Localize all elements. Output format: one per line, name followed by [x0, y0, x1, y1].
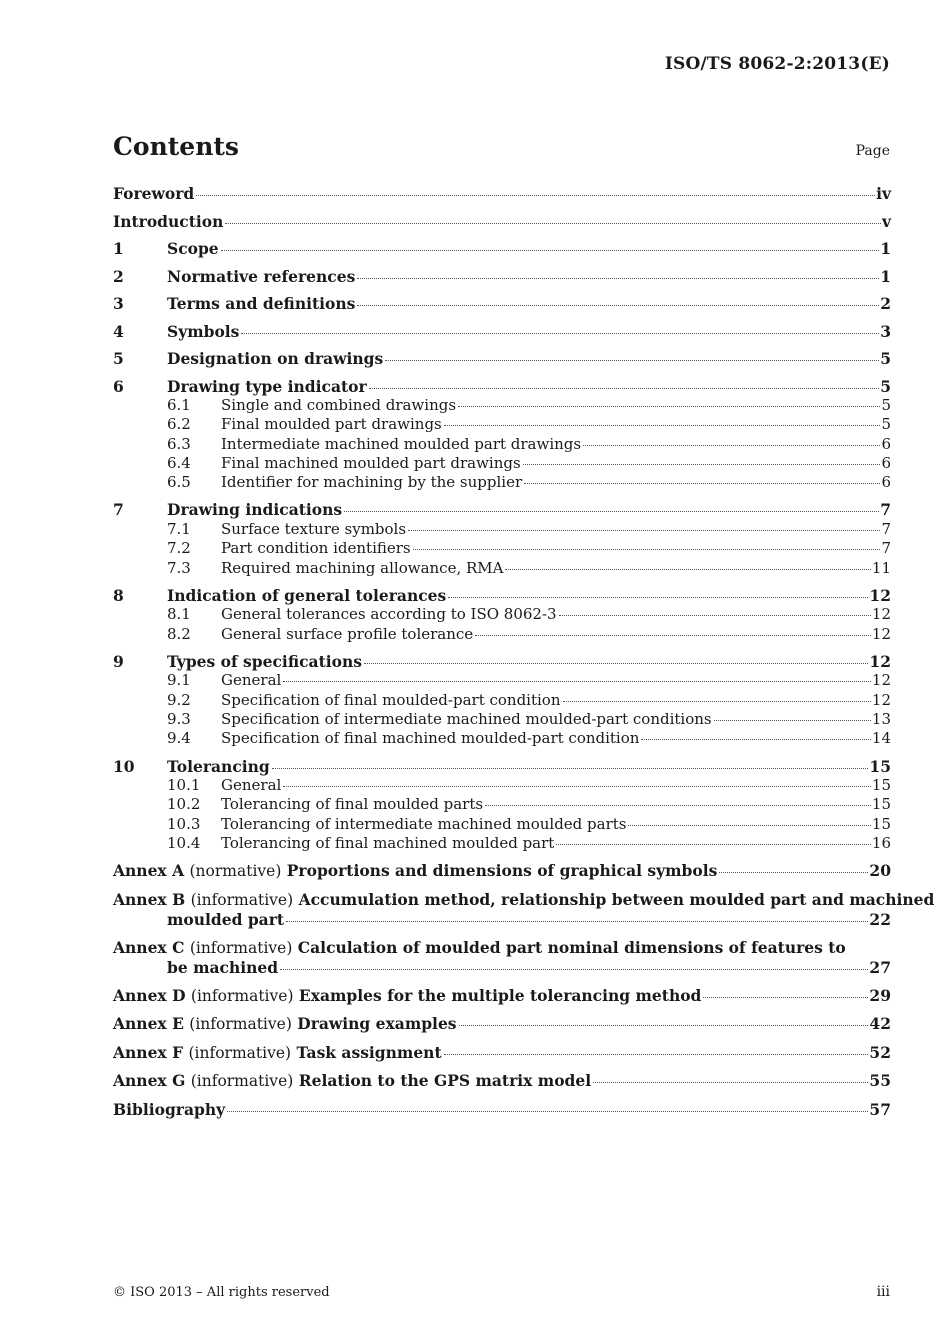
page-number: 27: [869, 958, 891, 978]
page-number: 1: [880, 239, 891, 258]
annex-entry[interactable]: [113, 1043, 891, 1064]
subsection-number: 7.3: [167, 558, 191, 577]
toc-subline[interactable]: [167, 776, 891, 795]
page-number: 7: [881, 539, 891, 558]
subsection-number: 10.2: [167, 795, 201, 814]
subsection-number: 10.4: [167, 834, 201, 853]
annex-title: Accumulation method, relationship between moulded part and machined: [298, 889, 935, 909]
subsection-number: 6.3: [167, 434, 191, 453]
page-number: 7: [880, 500, 891, 520]
page-number: 22: [869, 910, 891, 930]
subsection-title: Intermediate machined moulded part drawings: [221, 434, 582, 453]
subsection-number: 8.1: [167, 605, 191, 624]
subsection-title: Required machining allowance, RMA: [221, 558, 504, 577]
page-number: 5: [881, 415, 891, 434]
dot-leader: [283, 681, 871, 682]
dot-leader: [523, 464, 881, 465]
annex-entry[interactable]: [113, 1071, 891, 1092]
dot-leader: [703, 997, 868, 998]
section-number: 1: [113, 239, 124, 258]
toc-subline[interactable]: [167, 625, 891, 644]
toc-subline[interactable]: [167, 396, 891, 415]
dot-leader: [357, 278, 879, 279]
subsection-number: 9.4: [167, 729, 191, 748]
section-title: Introduction: [113, 211, 224, 231]
annex-line-cont: [113, 910, 891, 930]
annex-entry[interactable]: [113, 986, 891, 1007]
section-title: Foreword: [113, 184, 195, 203]
bibliography-entry[interactable]: [113, 1100, 891, 1120]
section-title: Drawing type indicator: [167, 376, 367, 396]
toc-entry: [113, 377, 891, 493]
toc-line[interactable]: [113, 184, 891, 204]
section-title: Designation on drawings: [167, 349, 384, 368]
annex-title: Examples for the multiple tolerancing method: [298, 985, 702, 1005]
subsection-number: 6.4: [167, 453, 191, 472]
section-title: Symbols: [167, 321, 240, 341]
toc-line[interactable]: [113, 239, 891, 259]
toc-subline[interactable]: [167, 815, 891, 834]
subsection-title: Tolerancing of final machined moulded part: [221, 834, 555, 853]
dot-leader: [593, 1082, 868, 1083]
dot-leader: [459, 1025, 869, 1026]
toc-entry: [113, 652, 891, 749]
dot-leader: [505, 569, 870, 570]
annex-heading: [113, 1014, 457, 1035]
page-number: 57: [869, 1099, 891, 1119]
toc-line[interactable]: [113, 377, 891, 397]
page-column-label: Page: [855, 143, 890, 159]
toc-entry: [113, 349, 891, 369]
annex-line: [113, 1071, 891, 1092]
page-number: 20: [869, 861, 891, 881]
toc-entry: [113, 239, 891, 259]
section-title: Tolerancing: [167, 756, 270, 776]
page-number: 6: [881, 434, 891, 453]
subsection-number: 6.5: [167, 473, 191, 492]
annex-label: Annex G: [113, 1071, 186, 1091]
dot-leader: [196, 195, 875, 196]
table-of-contents: [113, 184, 935, 1127]
page-number: 42: [869, 1014, 891, 1034]
page-number: 12: [871, 690, 891, 709]
dot-leader: [369, 388, 880, 389]
dot-leader: [444, 425, 881, 426]
dot-leader: [286, 921, 868, 922]
dot-leader: [485, 805, 871, 806]
annex-heading: [113, 1071, 591, 1092]
page-number: iv: [876, 184, 891, 203]
subsection-number: 6.1: [167, 396, 191, 414]
subsection-title: Final machined moulded part drawings: [221, 453, 521, 472]
toc-entry: [113, 322, 891, 342]
dot-leader: [408, 530, 880, 531]
annex-line-cont: [113, 958, 891, 978]
page-number: 12: [871, 605, 891, 624]
annex-kind: (informative): [190, 890, 294, 909]
annex-kind: (informative): [190, 986, 294, 1005]
page-number: 1: [880, 266, 891, 286]
subsection-title: Specification of final moulded-part condition: [221, 690, 561, 709]
dot-leader: [444, 1054, 869, 1055]
footer-page-number: iii: [876, 1284, 890, 1300]
dot-leader: [458, 406, 880, 407]
dot-leader: [221, 250, 880, 251]
toc-entry: [113, 586, 891, 644]
section-number: 8: [113, 585, 124, 605]
toc-line[interactable]: [113, 212, 891, 232]
page-number: 29: [869, 985, 891, 1005]
section-title: Scope: [167, 239, 219, 258]
dot-leader: [641, 739, 870, 740]
section-number: 2: [113, 266, 124, 286]
page-number: 15: [871, 795, 891, 814]
annex-label: Annex E: [113, 1014, 184, 1034]
toc-subline[interactable]: [167, 473, 891, 492]
dot-leader: [227, 1111, 868, 1112]
annex-kind: (informative): [190, 1072, 294, 1091]
subsection-number: 7.2: [167, 539, 191, 558]
annex-heading: [113, 986, 701, 1007]
toc-entry: [113, 500, 891, 577]
page-number: 6: [881, 453, 891, 472]
subsection-title: Specification of final machined moulded-part condition: [221, 729, 640, 748]
toc-line[interactable]: [113, 757, 891, 777]
dot-leader: [272, 768, 869, 769]
subsection-title: Identifier for machining by the supplier: [221, 473, 523, 492]
section-title: Normative references: [167, 266, 356, 286]
subsection-title: Tolerancing of final moulded parts: [221, 795, 484, 814]
section-title: Types of specifications: [167, 651, 362, 671]
dot-leader: [385, 360, 879, 361]
page-number: 2: [880, 294, 891, 313]
annex-title-cont: moulded part: [167, 910, 285, 930]
toc-line[interactable]: [113, 294, 891, 314]
page-number: 5: [880, 376, 891, 396]
annex-entry[interactable]: [113, 889, 935, 930]
annex-title: Proportions and dimensions of graphical symbols: [286, 861, 718, 881]
toc-subline[interactable]: [167, 834, 891, 853]
subsection-title: Part condition identifiers: [221, 539, 411, 558]
annex-title: Drawing examples: [297, 1014, 457, 1034]
dot-leader: [364, 663, 868, 664]
annex-label: Annex C: [113, 937, 185, 957]
section-title: Drawing indications: [167, 500, 343, 520]
subsection-title: Single and combined drawings: [221, 396, 457, 414]
annex-line-first: [113, 889, 935, 911]
annex-line: [113, 986, 891, 1007]
subsection-number: 10.1: [167, 776, 201, 795]
bibliography-title: Bibliography: [113, 1099, 226, 1119]
page-number: 55: [869, 1071, 891, 1091]
page-number: 15: [871, 814, 891, 833]
subsection-number: 7.1: [167, 519, 191, 538]
section-number: 5: [113, 349, 124, 368]
dot-leader: [524, 483, 880, 484]
subsection-number: 8.2: [167, 624, 191, 643]
toc-line[interactable]: [113, 349, 891, 369]
section-title: Indication of general tolerances: [167, 585, 447, 605]
page-number: 14: [871, 729, 891, 748]
dot-leader: [714, 720, 871, 721]
page-number: 5: [880, 349, 891, 368]
subsection-title: Tolerancing of intermediate machined moulded parts: [221, 814, 627, 833]
toc-line: [113, 1100, 891, 1120]
page-number: 12: [869, 585, 891, 605]
page-number: v: [881, 211, 891, 231]
toc-subline[interactable]: [167, 710, 891, 729]
toc-subline[interactable]: [167, 605, 891, 624]
section-title: Terms and definitions: [167, 294, 356, 313]
section-number: 7: [113, 500, 124, 520]
dot-leader: [556, 844, 871, 845]
page-number: 15: [871, 776, 891, 795]
section-number: 4: [113, 321, 124, 341]
dot-leader: [344, 511, 879, 512]
annex-entry[interactable]: [113, 1014, 891, 1035]
toc-entry: [113, 294, 891, 314]
toc-subline[interactable]: [167, 454, 891, 473]
page-number: 12: [869, 651, 891, 671]
dot-leader: [241, 333, 879, 334]
annex-line: [113, 1043, 891, 1064]
section-number: 3: [113, 294, 124, 313]
subsection-title: General: [221, 671, 282, 690]
annex-title: Calculation of moulded part nominal dimensions of features to: [297, 937, 846, 957]
annex-heading: [113, 861, 717, 882]
toc-subline[interactable]: [167, 671, 891, 690]
toc-line[interactable]: [113, 267, 891, 287]
section-number: 10: [113, 756, 135, 776]
page-number: 6: [881, 473, 891, 492]
page-number: 15: [869, 756, 891, 776]
toc-subline[interactable]: [167, 691, 891, 710]
toc-subline[interactable]: [167, 729, 891, 748]
section-number: 6: [113, 376, 124, 396]
subsection-title: General: [221, 776, 282, 795]
toc-subline[interactable]: [167, 415, 891, 434]
annex-heading: [113, 1043, 442, 1064]
annex-label: Annex B: [113, 889, 186, 909]
subsection-number: 9.1: [167, 671, 191, 690]
page-number: 12: [871, 624, 891, 643]
dot-leader: [475, 635, 871, 636]
toc-entry: [113, 757, 891, 854]
dot-leader: [357, 305, 879, 306]
dot-leader: [413, 549, 881, 550]
dot-leader: [583, 445, 880, 446]
toc-line[interactable]: [113, 586, 891, 606]
document-code: ISO/TS 8062-2:2013(E): [664, 54, 890, 74]
dot-leader: [559, 615, 871, 616]
section-number: 9: [113, 651, 124, 671]
toc-subline[interactable]: [167, 520, 891, 539]
subsection-number: 9.2: [167, 690, 191, 709]
footer-copyright: © ISO 2013 – All rights reserved: [113, 1285, 330, 1300]
annex-line: [113, 1014, 891, 1035]
dot-leader: [563, 701, 871, 702]
subsection-title: Final moulded part drawings: [221, 415, 442, 434]
page-number: 16: [871, 834, 891, 853]
annex-title-cont: be machined: [167, 958, 279, 978]
page-number: 5: [881, 396, 891, 414]
toc-entry: [113, 184, 891, 204]
annex-title: Task assignment: [296, 1042, 442, 1062]
toc-line[interactable]: [113, 500, 891, 520]
annex-line-first: [113, 938, 891, 959]
subsection-number: 6.2: [167, 415, 191, 434]
annex-entry[interactable]: [113, 938, 891, 978]
dot-leader: [628, 825, 870, 826]
annex-label: Annex D: [113, 985, 186, 1005]
toc-subline[interactable]: [167, 559, 891, 578]
page-number: 7: [881, 519, 891, 538]
annex-kind: (normative): [189, 862, 282, 881]
page-title: Contents: [113, 132, 240, 161]
annex-entry[interactable]: [113, 861, 891, 882]
dot-leader: [719, 872, 868, 873]
dot-leader: [448, 597, 868, 598]
subsection-number: 9.3: [167, 710, 191, 729]
toc-subline[interactable]: [167, 435, 891, 454]
toc-line[interactable]: [113, 322, 891, 342]
dot-leader: [283, 786, 871, 787]
annex-kind: (informative): [189, 938, 293, 957]
page-number: 11: [871, 558, 891, 577]
annex-label: Annex F: [113, 1042, 184, 1062]
page-number: 13: [871, 710, 891, 729]
annex-kind: (informative): [189, 1015, 292, 1034]
annex-label: Annex A: [113, 861, 185, 881]
toc-subline[interactable]: [167, 795, 891, 814]
annex-kind: (informative): [188, 1043, 292, 1062]
subsection-title: General tolerances according to ISO 8062-3: [221, 605, 557, 624]
toc-entry: [113, 212, 891, 232]
toc-entry: [113, 267, 891, 287]
page-number: 3: [880, 321, 891, 341]
annex-line: [113, 861, 891, 882]
dot-leader: [225, 223, 881, 224]
dot-leader: [280, 969, 868, 970]
page-number: 52: [869, 1042, 891, 1062]
toc-subline[interactable]: [167, 539, 891, 558]
subsection-title: Specification of intermediate machined moulded-part conditions: [221, 710, 712, 729]
toc-line[interactable]: [113, 652, 891, 672]
page-number: 12: [871, 671, 891, 690]
annex-title: Relation to the GPS matrix model: [298, 1071, 592, 1091]
subsection-number: 10.3: [167, 814, 201, 833]
subsection-title: General surface profile tolerance: [221, 624, 474, 643]
subsection-title: Surface texture symbols: [221, 519, 407, 538]
